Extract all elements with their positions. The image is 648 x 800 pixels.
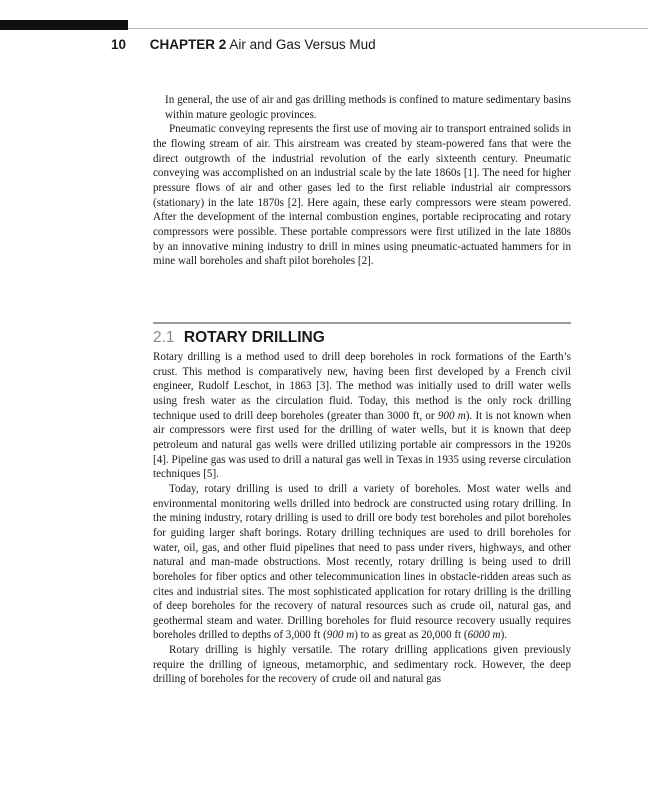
section-paragraph-2: Today, rotary drilling is used to drill a variety of boreholes. Most water wells and environmental monitoring wells drilled into bedrock are constructed using rotary drilling. In the mining industry, rotary drilling is used to drill ore body test boreholes and pilot boreholes for guiding larger shaft borings. Rotary drilling techniques are used to drill boreholes for water, oil, gas, and other fluid pipelines that need to pass under rivers, highways, and other natural and man-made obstructions. Most recently, rotary drilling is being used to drill boreholes for fiber optics and other telecommunication lines in obstacle-ridden areas such as cites and industrial sites. The most sophisticated application for rotary drilling is the drilling of deep boreholes for the recovery of natural resources such as crude oil, natural gas, and geothermal steam and water. Drilling boreholes for fluid resource recovery usually requires boreholes drilled to depths of 3,000 ft (900 m) to as great as 20,000 ft (6000 m). bbox=[153, 482, 571, 642]
section-paragraph-1: Rotary drilling is a method used to drill deep boreholes in rock formations of the Earth’s crust. This method is comparatively new, having been first developed by a French civil engineer, Rudolf Leschot, in 1863 [3]. The method was initially used to drill water wells using fresh water as the circulation fluid. Today, this method is the only rock drilling technique used to drill deep boreholes (greater than 3000 ft, or 900 m). It is not known when air compressors were first used for the drilling of water wells, but it is known that deep petroleum and natural gas wells were drilled utilizing portable air compressors in the 1920s [4]. Pipeline gas was used to drill a natural gas well in Texas in 1935 using reverse circulation techniques [5]. bbox=[153, 351, 571, 481]
section-rule bbox=[153, 322, 571, 324]
intro-text bbox=[153, 93, 571, 269]
chapter-label: CHAPTER 2 bbox=[149, 37, 227, 52]
section-paragraph-3: Rotary drilling is highly versatile. The rotary drilling applications given previously require the drilling of igneous, metamorphic, and sedimentary rock. However, the deep drilling of boreholes for the recovery of crude oil and natural gas bbox=[153, 644, 571, 686]
intro-paragraph-1: In general, the use of air and gas drilling methods is confined to mature sedimentary basins within mature geologic provinces. bbox=[165, 94, 571, 121]
section-heading bbox=[153, 328, 325, 348]
section-title: ROTARY DRILLING bbox=[183, 329, 325, 346]
running-head bbox=[111, 36, 376, 54]
intro-paragraph-2: Pneumatic conveying represents the first use of moving air to transport entrained solids in the flowing stream of air. This airstream was created by steam-powered fans that were the direct outgrowth of the industrial revolution of the early sixteenth century. Pneumatic conveying was accomplished on an industrial scale by the late 1860s [1]. The need for higher pressure flows of air and other gases led to the first reliable industrial air compressors (stationary) in the late 1870s [2]. Here again, these early compressors were steam powered. After the development of the internal combustion engines, portable reciprocating and rotary compressors were possible. These portable compressors were first utilized in the late 1880s by an innovative mining industry to drill in mines using pneumatic-actuated hammers for in mine wall boreholes and shaft pilot boreholes [2]. bbox=[153, 123, 571, 268]
chapter-title: Air and Gas Versus Mud bbox=[229, 37, 376, 52]
header-bar bbox=[0, 20, 128, 30]
page-number: 10 bbox=[111, 37, 127, 52]
section-text bbox=[153, 350, 571, 687]
header-rule bbox=[128, 28, 648, 29]
section-number: 2.1 bbox=[153, 329, 175, 346]
